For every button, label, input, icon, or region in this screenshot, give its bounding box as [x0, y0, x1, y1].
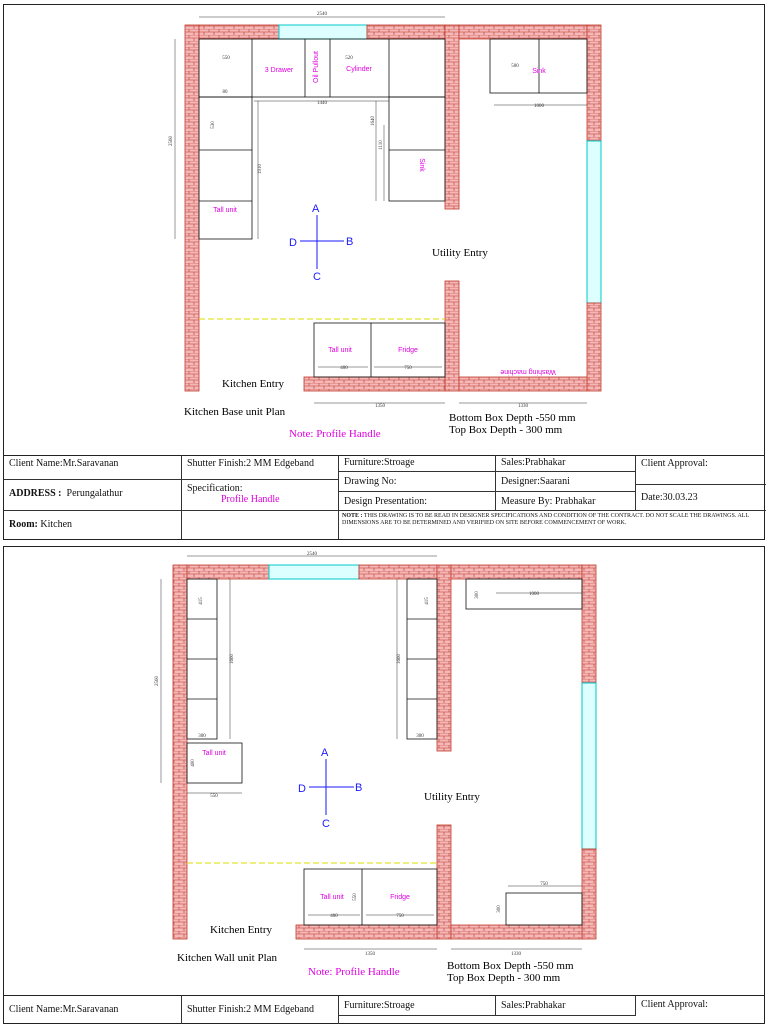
top-base-units [199, 39, 587, 377]
label-tall-unit: Tall unit [202, 750, 226, 757]
date: Date:30.03.23 [636, 485, 766, 511]
label-tall-unit-bottom: Tall unit [328, 347, 352, 354]
wall-bottom-right [459, 377, 587, 391]
dim-1000: 1000 [529, 592, 539, 597]
compass-d: D [289, 237, 297, 249]
label-tall-unit: Tall unit [213, 207, 237, 214]
wall-unit-plan-sheet [3, 546, 765, 996]
dim-400: 400 [330, 914, 338, 919]
label-tall-unit-bottom: Tall unit [320, 894, 344, 901]
dim-1330: 1330 [511, 952, 521, 957]
wall-right-bottom [582, 849, 596, 939]
wall-right-top [587, 25, 601, 141]
dim-400: 400 [340, 366, 348, 371]
profile-handle-note: Note: Profile Handle [308, 966, 400, 978]
dim-1440: 1440 [317, 101, 327, 106]
plan-title: Kitchen Base unit Plan [184, 406, 286, 418]
room: Room: Kitchen [4, 511, 182, 539]
wall-top-left [199, 25, 279, 39]
compass-b: B [355, 782, 363, 794]
dim-415: 415 [199, 597, 204, 605]
compass-b: B [346, 236, 354, 248]
wall-partition-bottom [437, 825, 451, 939]
dim-750: 750 [404, 366, 412, 371]
wall-unit-plan-drawing [4, 547, 764, 995]
dim-1000: 1000 [534, 104, 544, 109]
shutter-finish: Shutter Finish:2 MM Edgeband [182, 455, 339, 480]
wall-top-mid [359, 565, 437, 579]
design-presentation: Design Presentation: [339, 492, 496, 511]
base-unit-plan-sheet [3, 4, 765, 456]
wall-right-top [582, 565, 596, 683]
sales: Sales:Prabhakar [496, 996, 636, 1016]
wall-top-right [459, 25, 587, 39]
top-box-depth: Top Box Depth - 300 mm [449, 424, 563, 436]
window-right [587, 141, 601, 303]
blank-cell [182, 511, 339, 539]
compass-d: D [298, 783, 306, 795]
dim-1110: 1110 [379, 140, 384, 150]
label-sink-right: Sink [532, 68, 546, 75]
wall-partition-bottom [445, 281, 459, 391]
dim-500: 500 [511, 64, 519, 69]
dim-550: 550 [210, 794, 218, 799]
drawing-no: Drawing No: [339, 472, 496, 492]
window-right [582, 683, 596, 849]
utility-entry-label: Utility Entry [432, 247, 488, 259]
wall-bottom-mid [304, 377, 445, 391]
furniture: Furniture:Stroage [339, 996, 496, 1016]
utility-entry-label: Utility Entry [424, 791, 480, 803]
kitchen-entry-label: Kitchen Entry [210, 924, 273, 936]
dim-300-right: 300 [416, 734, 424, 739]
dim-415-right: 415 [425, 597, 430, 605]
window-top [279, 25, 367, 39]
client-approval: Client Approval: [636, 455, 766, 485]
dim-750-top: 750 [540, 882, 548, 887]
top-box-depth: Top Box Depth - 300 mm [447, 972, 561, 984]
client-name: Client Name:Mr.Saravanan [4, 455, 182, 480]
sales: Sales:Prabhakar [496, 455, 636, 472]
dim-1660-right: 1660 [397, 654, 402, 664]
compass-c: C [322, 818, 330, 830]
compass-a: A [321, 747, 329, 759]
compass-a: A [312, 203, 320, 215]
wall-bottom-mid [296, 925, 437, 939]
window-top [269, 565, 359, 579]
wall-units [187, 579, 582, 925]
dim-left: 2560 [155, 676, 160, 686]
dim-750: 750 [396, 914, 404, 919]
shutter-finish: Shutter Finish:2 MM Edgeband [182, 996, 339, 1024]
specification: Specification: Profile Handle [182, 480, 339, 511]
dim-550-vert: 550 [353, 893, 358, 901]
label-sink: Sink [418, 158, 425, 172]
client-approval: Client Approval: [641, 999, 708, 1010]
base-unit-plan-drawing [4, 5, 764, 455]
label-3-drawer: 3 Drawer [264, 67, 294, 74]
wall-partition-top [437, 565, 451, 751]
dim-530: 530 [211, 121, 216, 129]
wall-top-left [187, 565, 269, 579]
dim-left: 2560 [169, 136, 174, 146]
dim-300: 300 [198, 734, 206, 739]
bottom-box-depth: Bottom Box Depth -550 mm [447, 960, 574, 972]
contract-note: NOTE : THIS DRAWING IS TO BE READ IN DESIGNER SPECIFICATIONS AND CONDITION OF THE CONTRACT. DO NOT SCALE THE DRAWINGS. ALL DIMENSIONS ARE TO BE DETERMINED AND VERIFIED ON SITE BEFORE COMMENCEMENT OF WORK. [342, 513, 749, 526]
wall-left [173, 565, 187, 939]
wall-top-mid [367, 25, 445, 39]
dim-300-bottom: 300 [497, 905, 502, 913]
dim-1660: 1660 [230, 654, 235, 664]
wall-top-right [451, 565, 582, 579]
title-block-2 [3, 996, 765, 1024]
wall-left [185, 25, 199, 391]
client-name: Client Name:Mr.Saravanan [4, 996, 182, 1024]
dim-1350: 1350 [365, 952, 375, 957]
address: ADDRESS : Perungalathur [4, 480, 182, 511]
dim-1330: 1330 [518, 404, 528, 409]
compass [289, 203, 353, 283]
furniture: Furniture:Stroage [339, 455, 496, 472]
title-block [3, 455, 765, 540]
kitchen-entry-label: Kitchen Entry [222, 378, 285, 390]
dim-550: 550 [222, 56, 230, 61]
dim-1640: 1640 [371, 116, 376, 126]
compass [298, 747, 362, 830]
dim-300-top: 300 [475, 591, 480, 599]
bottom-box-depth: Bottom Box Depth -550 mm [449, 412, 576, 424]
wall-right-bottom [587, 303, 601, 391]
dim-1910: 1910 [258, 164, 263, 174]
label-fridge: Fridge [398, 347, 418, 354]
dim-top: 2540 [307, 552, 317, 557]
label-oil-pullout: Oil Pullout [313, 51, 320, 83]
wall-bottom-right [451, 925, 582, 939]
label-fridge: Fridge [390, 894, 410, 901]
wall-partition-top [445, 25, 459, 209]
dim-top: 2540 [317, 12, 327, 17]
label-cylinder: Cylinder [346, 66, 372, 73]
dim-520: 520 [345, 56, 353, 61]
plan-title: Kitchen Wall unit Plan [177, 952, 278, 964]
compass-c: C [313, 271, 321, 283]
designer: Designer:Saarani [496, 472, 636, 492]
measure-by: Measure By: Prabhakar [496, 492, 636, 511]
dim-80: 80 [222, 90, 228, 95]
label-washing-machine: Washing machine [500, 368, 556, 375]
dim-400-vert: 400 [191, 759, 196, 767]
dim-1350: 1350 [375, 404, 385, 409]
profile-handle-note: Note: Profile Handle [289, 428, 381, 440]
